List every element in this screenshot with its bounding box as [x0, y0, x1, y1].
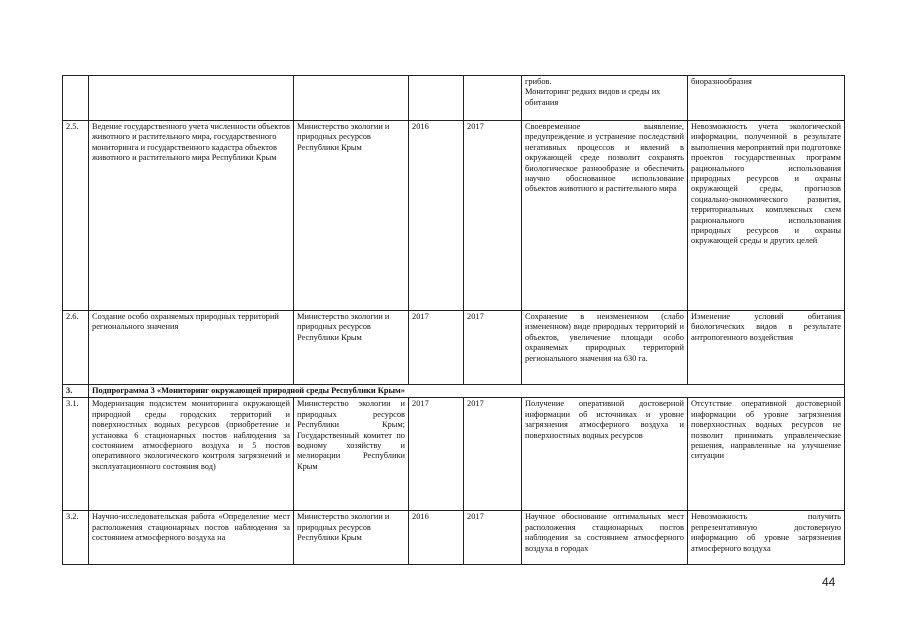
measure-number: 2.6. — [63, 311, 89, 385]
responsible-executor — [294, 76, 409, 121]
end-year — [464, 76, 522, 121]
expected-result: Сохранение в неизмененном (слабо измененном) виде природных территорий и объектов, увеличение площади особо охраняемых природных территорий регионального значения на 630 га. — [522, 311, 688, 385]
non-implementation-consequence: Изменение условий обитания биологических видов в результате антропогенного воздействия — [688, 311, 845, 385]
table-row — [63, 121, 845, 311]
expected-result: Научное обоснование оптимальных мест расположения стационарных постов наблюдения за состоянием атмосферного воздуха в городах — [522, 511, 688, 565]
end-year: 2017 — [464, 511, 522, 565]
table-row — [63, 76, 845, 121]
end-year: 2017 — [464, 121, 522, 311]
subprogram-header-row — [63, 385, 845, 398]
measure-name: Научно-исследовательская работа «Определение мест расположения стационарных постов наблюдения за состоянием атмосферного воздуха на — [89, 511, 294, 565]
start-year: 2016 — [409, 511, 464, 565]
start-year: 2017 — [409, 311, 464, 385]
responsible-executor: Министерство экологии и природных ресурсов Республики Крым — [294, 511, 409, 565]
subprogram-number: 3. — [63, 385, 89, 398]
measure-number: 2.5. — [63, 121, 89, 311]
start-year: 2017 — [409, 398, 464, 511]
measure-number: 3.2. — [63, 511, 89, 565]
page-number: 44 — [822, 575, 836, 589]
expected-result: Своевременное выявление, предупреждение и устранение последствий негативных процессов и явлений в окружающей среде позволит сохранять биологическое разнообразие и обеспечить научно обоснованное использование объектов животного и растительного мира — [522, 121, 688, 311]
program-measures-table — [62, 75, 845, 565]
start-year — [409, 76, 464, 121]
expected-result: грибов. Мониторинг редких видов и среды их обитания — [522, 76, 688, 121]
responsible-executor: Министерство экологии и природных ресурсов Республики Крым; Государственный комитет по водному хозяйству и мелиорации Республики Крым — [294, 398, 409, 511]
measure-number — [63, 76, 89, 121]
responsible-executor: Министерство экологии и природных ресурсов Республики Крым — [294, 311, 409, 385]
table-row — [63, 398, 845, 511]
non-implementation-consequence: Отсутствие оперативной достоверной информации об уровне загрязнения поверхностных водных ресурсов не позволит принимать управленческие решения, направленные на улучшение ситуации — [688, 398, 845, 511]
subprogram-title: Подпрограмма 3 «Мониторинг окружающей природной среды Республики Крым» — [89, 385, 845, 398]
measure-name — [89, 76, 294, 121]
non-implementation-consequence: Невозможность получить репрезентативную достоверную информацию об уровне загрязнения атмосферного воздуха — [688, 511, 845, 565]
measure-number: 3.1. — [63, 398, 89, 511]
non-implementation-consequence: биоразнообразия — [688, 76, 845, 121]
measure-name: Ведение государственного учета численности объектов животного и растительного мира, государственного мониторинга и государственного кадастра объектов животного и растительного мира Республики Крым — [89, 121, 294, 311]
table-row — [63, 511, 845, 565]
measure-name: Создание особо охраняемых природных территорий регионального значения — [89, 311, 294, 385]
measure-name: Модернизация подсистем мониторинга окружающей природной среды городских территорий и поверхностных водных ресурсов (приобретение и установка 6 стационарных постов наблюдения за состоянием атмосферного воздуха и 5 постов оперативного экологического контроля загрязнений и эксплуатационного состояния вод) — [89, 398, 294, 511]
expected-result: Получение оперативной достоверной информации об источниках и уровне загрязнения атмосферного воздуха и поверхностных водных ресурсов — [522, 398, 688, 511]
non-implementation-consequence: Невозможность учета экологической информации, полученной в результате выполнения мероприятий при подготовке проектов государственных программ рационального использования природных ресурсов и охраны окружающей среды, прогнозов социально-экономического развития, территориальных комплексных схем рационального использования природных ресурсов и охраны окружающей среды и других целей — [688, 121, 845, 311]
end-year: 2017 — [464, 311, 522, 385]
responsible-executor: Министерство экологии и природных ресурсов Республики Крым — [294, 121, 409, 311]
end-year: 2017 — [464, 398, 522, 511]
start-year: 2016 — [409, 121, 464, 311]
table-row — [63, 311, 845, 385]
